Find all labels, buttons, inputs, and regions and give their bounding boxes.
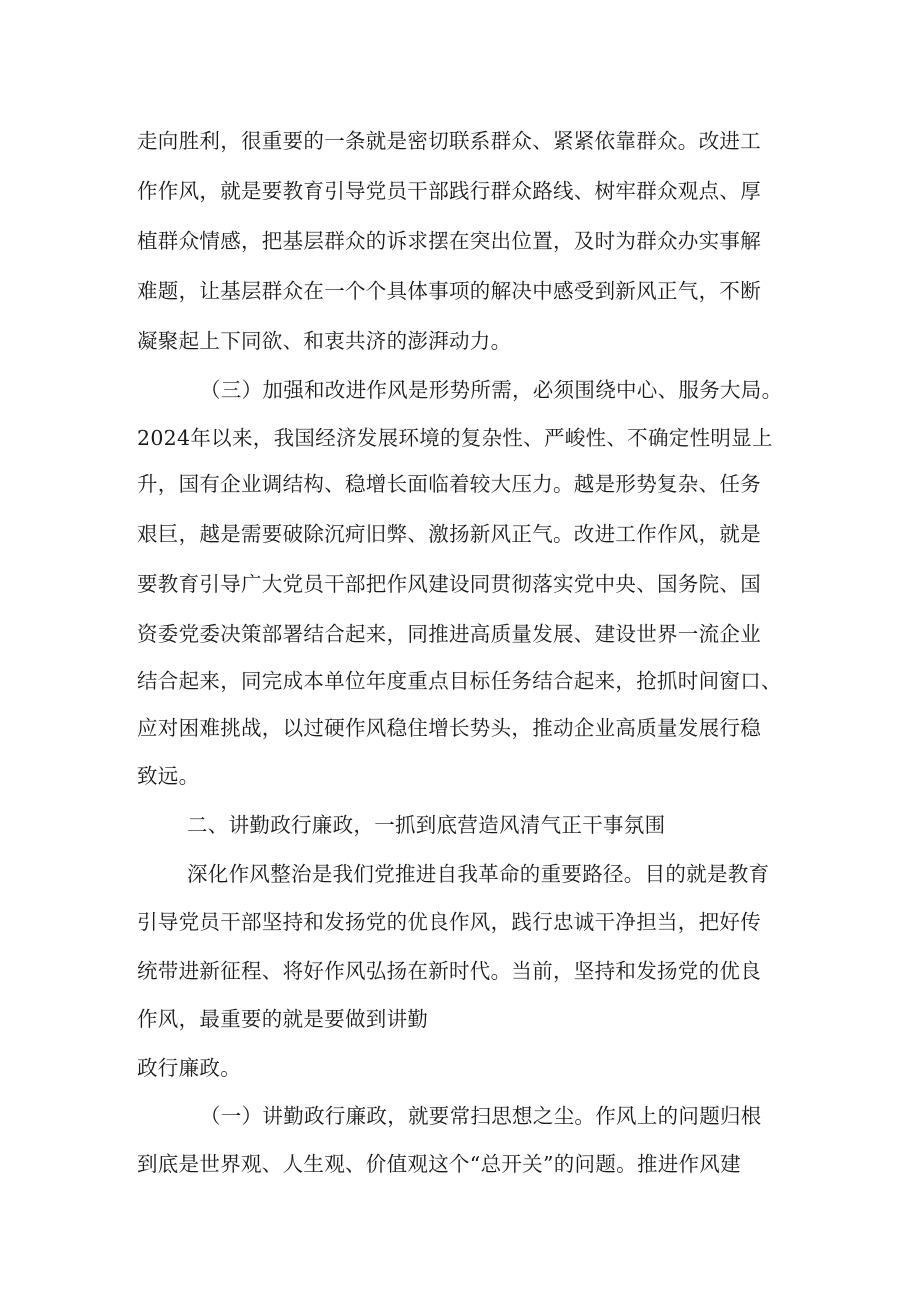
paragraph-line: 统带进新征程、将好作风弘扬在新时代。当前，坚持和发扬党的优良 <box>137 959 761 983</box>
subsection-heading: （三）加强和改进作风是形势所需，必须围绕中心、服务大局。 <box>200 378 783 402</box>
paragraph-line: 难题，让基层群众在一个个具体事项的解决中感受到新风正气，不断 <box>137 279 761 303</box>
paragraph-line: 升，国有企业调结构、稳增长面临着较大压力。越是形势复杂、任务 <box>137 472 761 496</box>
paragraph-line: 作作风，就是要教育引导党员干部践行群众路线、树牢群众观点、厚 <box>137 179 761 203</box>
paragraph-line: 结合起来，同完成本单位年度重点目标任务结合起来，抢抓时间窗口、 <box>137 669 782 693</box>
paragraph-line: 要教育引导广大党员干部把作风建设同贯彻落实党中央、国务院、国 <box>137 572 761 596</box>
paragraph-line: 2024年以来，我国经济发展环境的复杂性、严峻性、不确定性明显上 <box>137 426 773 450</box>
paragraph-line: 凝聚起上下同欲、和衷共济的澎湃动力。 <box>137 329 512 353</box>
paragraph-line: 到底是世界观、人生观、价值观这个“总开关”的问题。推进作风建 <box>137 1152 741 1176</box>
paragraph-line: 作风，最重要的就是要做到讲勤 <box>137 1007 429 1031</box>
paragraph-line: 艰巨，越是需要破除沉疴旧弊、激扬新风正气。改进工作作风，就是 <box>137 522 761 546</box>
paragraph-line: 致远。 <box>137 764 200 788</box>
paragraph-line: 深化作风整治是我们党推进自我革命的重要路径。目的就是教育 <box>187 862 770 886</box>
paragraph-line: 走向胜利，很重要的一条就是密切联系群众、紧紧依靠群众。改进工 <box>137 129 761 153</box>
paragraph-line: 资委党委决策部署结合起来，同推进高质量发展、建设世界一流企业 <box>137 622 761 646</box>
paragraph-line: 应对困难挑战，以过硬作风稳住增长势头，推动企业高质量发展行稳 <box>137 716 761 740</box>
paragraph-line: 引导党员干部坚持和发扬党的优良作风，践行忠诚干净担当，把好传 <box>137 910 761 934</box>
subsection-heading: （一）讲勤政行廉政，就要常扫思想之尘。作风上的问题归根 <box>200 1104 762 1128</box>
paragraph-line: 植群众情感，把基层群众的诉求摆在突出位置，及时为群众办实事解 <box>137 229 761 253</box>
paragraph-line: 政行廉政。 <box>137 1056 241 1080</box>
section-heading: 二、讲勤政行廉政，一抓到底营造风清气正干事氛围 <box>187 813 666 837</box>
